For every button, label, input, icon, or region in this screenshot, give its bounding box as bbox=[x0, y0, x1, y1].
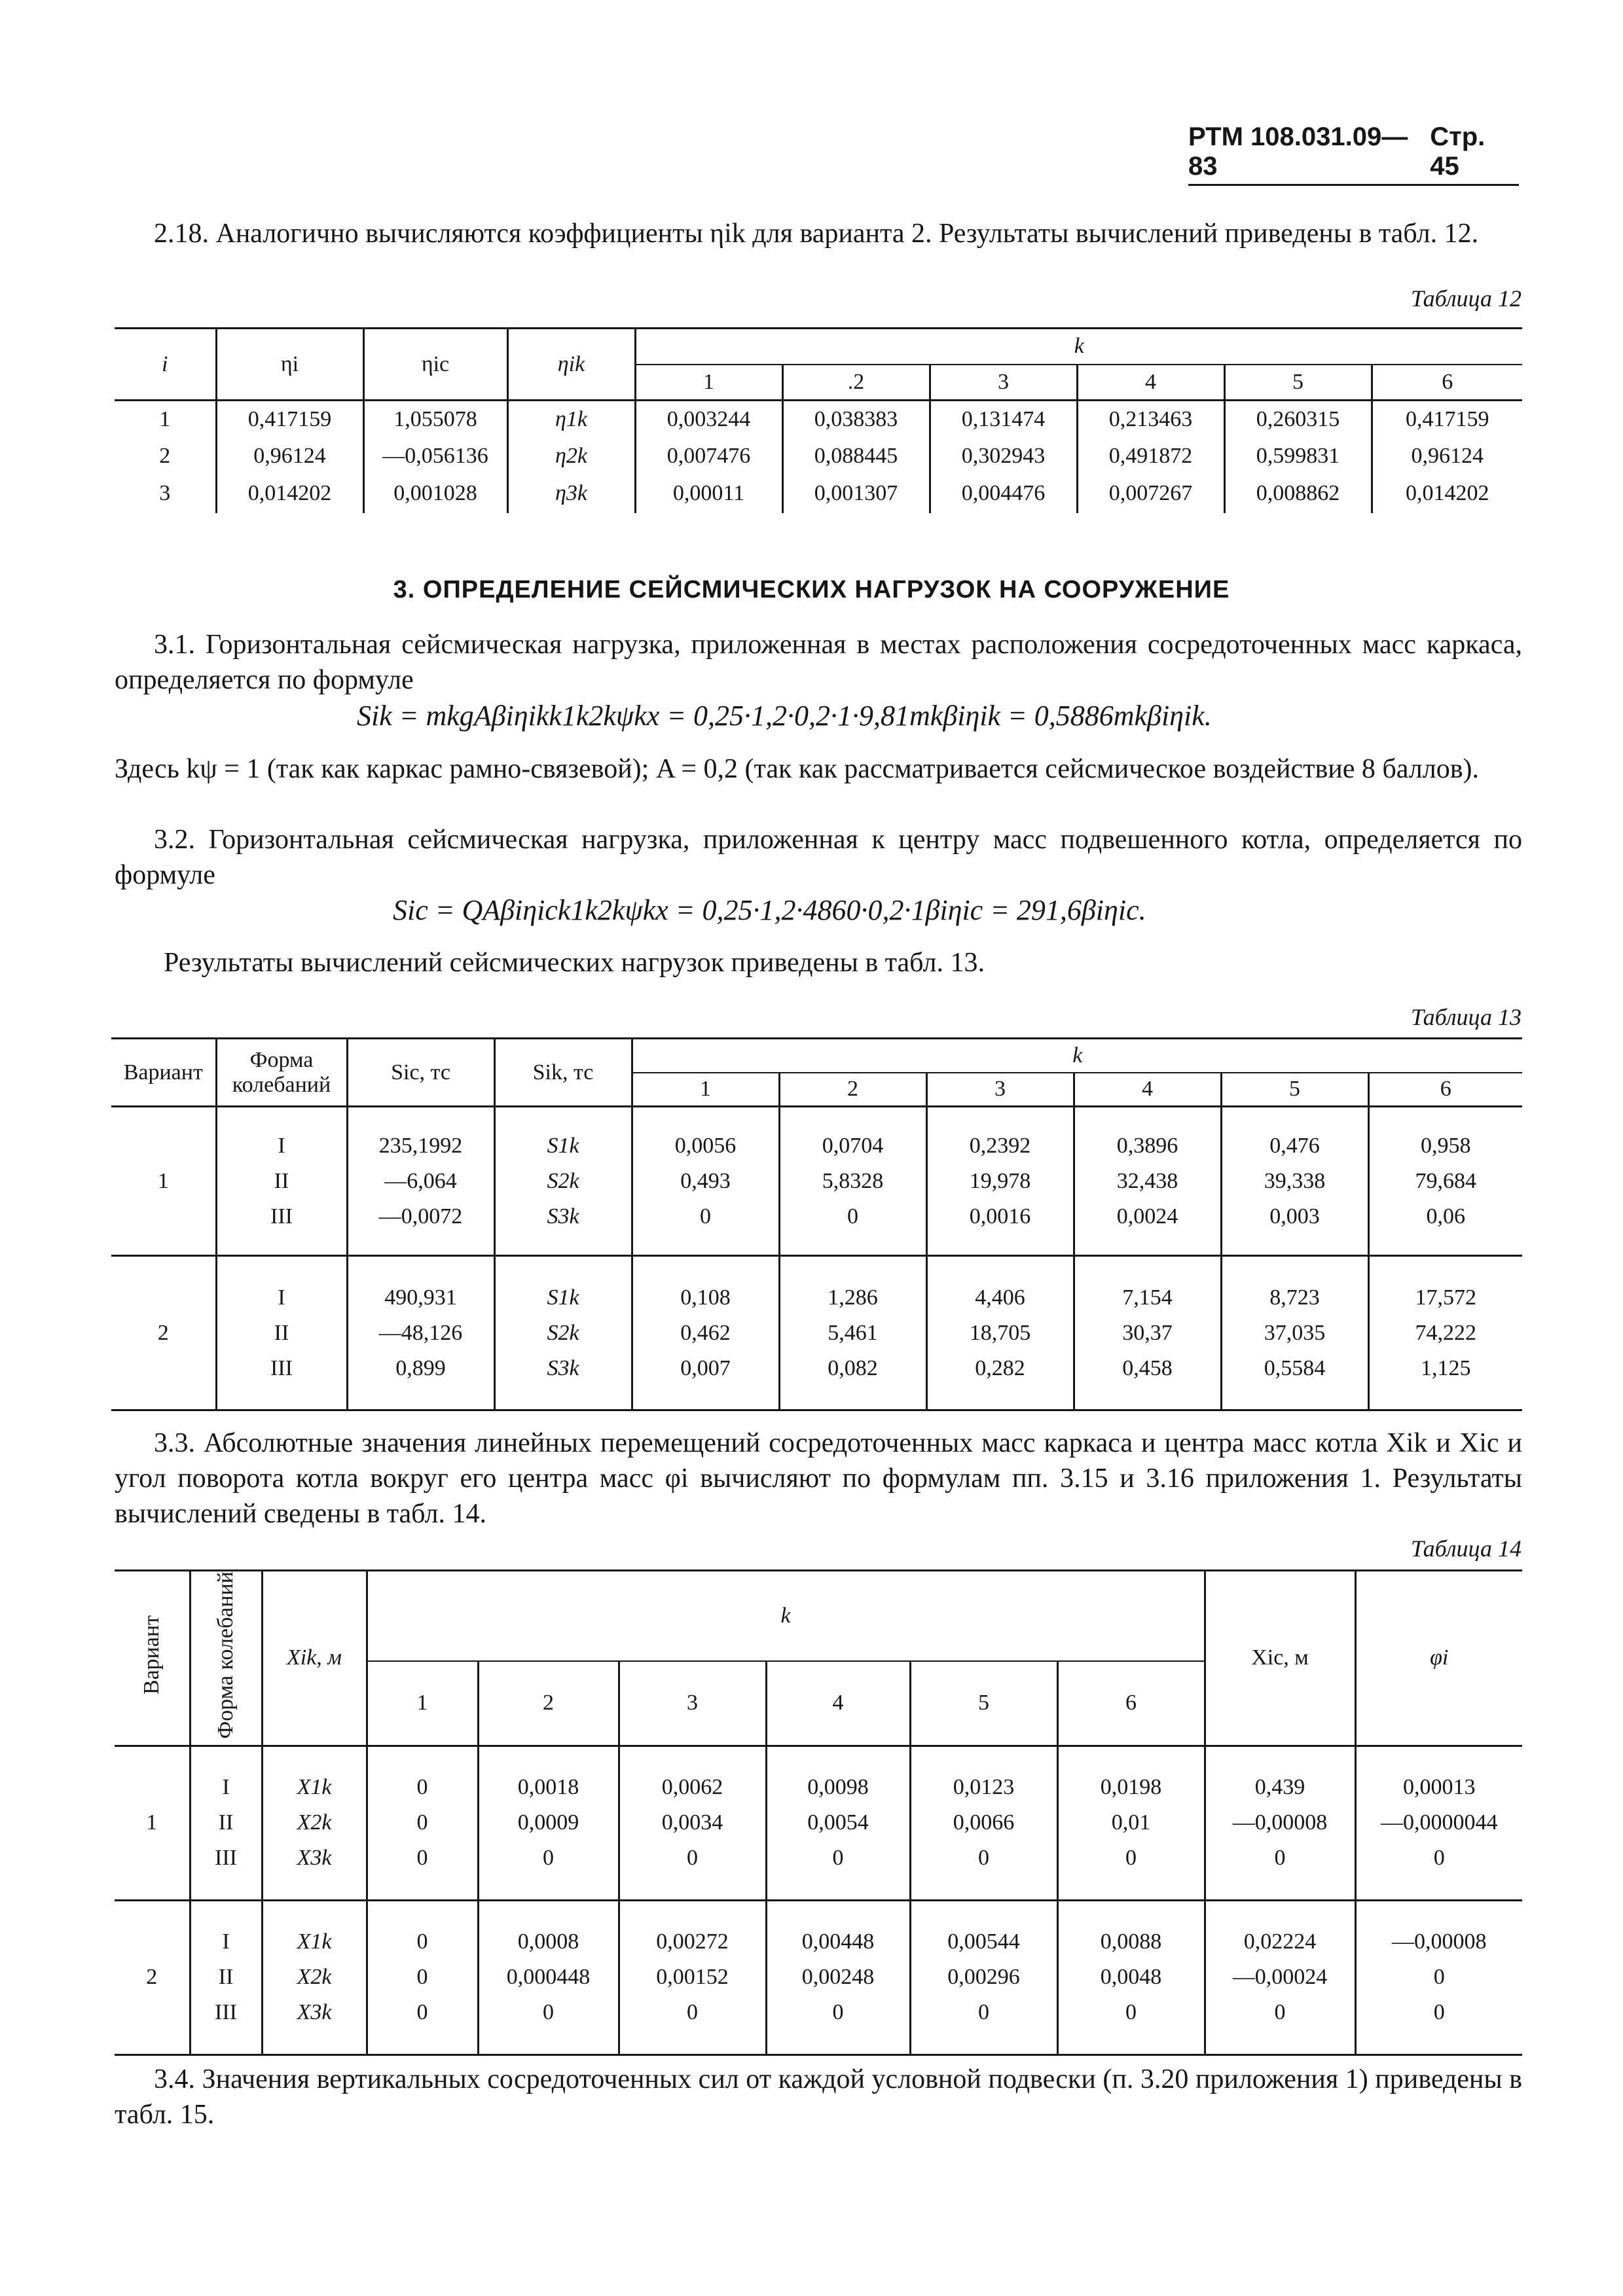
k-col-5: 5 bbox=[910, 1661, 1057, 1746]
cell: 0,007476 bbox=[635, 439, 782, 474]
cell: η1k bbox=[507, 401, 635, 439]
table-14-caption: Таблица 14 bbox=[1410, 1535, 1522, 1562]
col-variant: Вариант bbox=[123, 1060, 203, 1085]
k-col-4: 4 bbox=[1074, 1073, 1221, 1107]
value: 0 bbox=[687, 1846, 698, 1871]
value: 0 bbox=[416, 1929, 428, 1954]
value: 0,0056 bbox=[674, 1133, 737, 1158]
formula-sik bbox=[357, 699, 1212, 732]
paragraph-zdes: Здесь kψ = 1 (так как каркас рамно-связевой); A = 0,2 (так как рассматривается сейсмическое воздействие 8 баллов). bbox=[115, 754, 1480, 784]
value: 0,0024 bbox=[1116, 1204, 1178, 1229]
value: —6,064 bbox=[384, 1168, 457, 1193]
k-col-4: 4 bbox=[766, 1661, 910, 1746]
form: I bbox=[222, 1775, 230, 1800]
table-row bbox=[115, 1900, 1522, 2054]
table-13 bbox=[111, 1037, 1522, 1411]
section-3-heading: 3. ОПРЕДЕЛЕНИЕ СЕЙСМИЧЕСКИХ НАГРУЗОК НА СООРУЖЕНИЕ bbox=[393, 576, 1230, 603]
value: 0 bbox=[847, 1204, 858, 1229]
value: 0,0054 bbox=[807, 1810, 869, 1835]
k3-cell bbox=[619, 1900, 766, 2054]
variant-cell: 2 bbox=[146, 1965, 158, 1990]
table-13-caption: Таблица 13 bbox=[1410, 1004, 1522, 1030]
cell: 0,131474 bbox=[930, 401, 1077, 439]
k-col-3: 3 bbox=[926, 1073, 1074, 1107]
value: 0,0016 bbox=[969, 1204, 1031, 1229]
cell: 0,96124 bbox=[1372, 439, 1522, 474]
value: 17,572 bbox=[1415, 1285, 1476, 1310]
paragraph-2-18: 2.18. Аналогично вычисляются коэффициенты ηik для варианта 2. Результаты вычислений приведены в табл. 12. bbox=[154, 219, 1479, 249]
value: 0,01 bbox=[1111, 1810, 1151, 1835]
col-sic: Sic, тс bbox=[347, 1039, 494, 1107]
col-variant-label: Вариант bbox=[139, 1615, 164, 1695]
value: 0,493 bbox=[680, 1168, 731, 1193]
value: 0,476 bbox=[1269, 1133, 1320, 1158]
table-row bbox=[111, 1256, 1522, 1410]
formula-sik-text: Sik = mkgAβiηikk1k2kψkx = 0,25·1,2·0,2·1·9,81mkβiηik = 0,5886mkβiηik. bbox=[357, 700, 1212, 732]
value: 0,0198 bbox=[1100, 1775, 1162, 1800]
form: III bbox=[270, 1204, 293, 1229]
form: II bbox=[274, 1168, 289, 1193]
xic-cell bbox=[1205, 1746, 1355, 1900]
value: 0 bbox=[978, 2000, 989, 2025]
value: 0,3896 bbox=[1116, 1133, 1178, 1158]
value: X1k bbox=[297, 1929, 332, 1954]
k6-cell bbox=[1368, 1256, 1522, 1410]
page-number: Стр. 45 bbox=[1430, 122, 1486, 181]
value: S2k bbox=[547, 1168, 579, 1193]
sic-cell bbox=[347, 1107, 494, 1256]
value: 0,0062 bbox=[661, 1775, 723, 1800]
k4-cell bbox=[766, 1900, 910, 2054]
variant-cell: 1 bbox=[146, 1810, 158, 1835]
sic-cell bbox=[347, 1256, 494, 1410]
xik-cell bbox=[262, 1900, 367, 2054]
k-col-2: .2 bbox=[782, 365, 930, 401]
value: 0,00013 bbox=[1403, 1775, 1476, 1800]
col-eta-ik: ηik bbox=[507, 329, 635, 401]
formula-sic bbox=[393, 893, 1146, 927]
forms-cell bbox=[190, 1900, 262, 2054]
value: 0 bbox=[1433, 1846, 1445, 1871]
value: X1k bbox=[297, 1775, 332, 1800]
value: 0,02224 bbox=[1243, 1929, 1317, 1954]
phi-cell bbox=[1355, 1900, 1522, 2054]
table-row bbox=[115, 474, 1522, 513]
phi-cell bbox=[1355, 1746, 1522, 1900]
value: 1,286 bbox=[828, 1285, 878, 1310]
cell: 0,599831 bbox=[1224, 439, 1372, 474]
paragraph-3-3: 3.3. Абсолютные значения линейных перемещений сосредоточенных масс каркаса и центра масс котла Xik и Xic и угол поворота котла вокруг его центра масс φi вычисляют по формулам пп. 3.15 и 3.16 приложения 1. Результаты вычислений сведены в табл. 14. bbox=[115, 1428, 1522, 1529]
k1-cell bbox=[367, 1900, 478, 2054]
xic-cell bbox=[1205, 1900, 1355, 2054]
k-col-1: 1 bbox=[632, 1073, 779, 1107]
value: 0 bbox=[1274, 1846, 1286, 1871]
value: —0,00008 bbox=[1232, 1810, 1328, 1835]
col-form bbox=[190, 1571, 262, 1746]
value: 0,007 bbox=[680, 1355, 731, 1380]
value: 0,00152 bbox=[656, 1965, 729, 1990]
col-form: Форма колебаний bbox=[216, 1039, 347, 1107]
cell: 0,001307 bbox=[782, 474, 930, 513]
value: X2k bbox=[297, 1965, 332, 1990]
cell: 0,008862 bbox=[1224, 474, 1372, 513]
value: 0 bbox=[416, 1810, 428, 1835]
k-col-3: 3 bbox=[619, 1661, 766, 1746]
cell: 0,088445 bbox=[782, 439, 930, 474]
value: 0 bbox=[416, 1965, 428, 1990]
k-col-6: 6 bbox=[1057, 1661, 1205, 1746]
form: I bbox=[278, 1133, 285, 1158]
value: 0,082 bbox=[828, 1355, 878, 1380]
k1-cell bbox=[632, 1107, 779, 1256]
doc-number: РТМ 108.031.09—83 bbox=[1188, 122, 1408, 181]
value: 0,0123 bbox=[953, 1775, 1015, 1800]
value: 0,0088 bbox=[1100, 1929, 1162, 1954]
k-col-1: 1 bbox=[367, 1661, 478, 1746]
value: 0,958 bbox=[1421, 1133, 1471, 1158]
page-header bbox=[1188, 122, 1519, 186]
k4-cell bbox=[1074, 1107, 1221, 1256]
k4-cell bbox=[1074, 1256, 1221, 1410]
value: 0 bbox=[1433, 1965, 1445, 1990]
value: 7,154 bbox=[1122, 1285, 1173, 1310]
cell: 0,014202 bbox=[1372, 474, 1522, 513]
cell: 0,417159 bbox=[1372, 401, 1522, 439]
cell: 0,00011 bbox=[635, 474, 782, 513]
value: —0,00024 bbox=[1232, 1965, 1328, 1990]
value: X3k bbox=[297, 2000, 332, 2025]
col-form-label: Форма колебаний bbox=[213, 1571, 238, 1739]
k-col-6: 6 bbox=[1372, 365, 1522, 401]
k3-cell bbox=[619, 1746, 766, 1900]
variant-cell: 1 bbox=[157, 1168, 169, 1193]
paragraph-3-2: 3.2. Горизонтальная сейсмическая нагрузка, приложенная к центру масс подвешенного котла, определяется по формуле bbox=[115, 825, 1522, 890]
value: 0,5584 bbox=[1264, 1355, 1326, 1380]
k1-cell bbox=[367, 1746, 478, 1900]
k-col-4: 4 bbox=[1077, 365, 1224, 401]
form: III bbox=[215, 2000, 237, 2025]
value: 0,0034 bbox=[661, 1810, 723, 1835]
k-col-3: 3 bbox=[930, 365, 1077, 401]
value: 4,406 bbox=[975, 1285, 1025, 1310]
value: 0 bbox=[700, 1204, 711, 1229]
value: 0,899 bbox=[395, 1355, 446, 1380]
value: 0,0704 bbox=[822, 1133, 884, 1158]
cell: 1 bbox=[159, 407, 171, 432]
k4-cell bbox=[766, 1746, 910, 1900]
value: 0 bbox=[416, 2000, 428, 2025]
cell: 0,038383 bbox=[782, 401, 930, 439]
cell: 0,302943 bbox=[930, 439, 1077, 474]
cell: 0,003244 bbox=[635, 401, 782, 439]
k6-cell bbox=[1057, 1900, 1205, 2054]
cell: 0,007267 bbox=[1077, 474, 1224, 513]
form: II bbox=[274, 1320, 289, 1345]
k2-cell bbox=[478, 1746, 619, 1900]
col-eta-ic: ηic bbox=[363, 329, 507, 401]
value: 0 bbox=[416, 1846, 428, 1871]
k5-cell bbox=[910, 1900, 1057, 2054]
value: 5,461 bbox=[828, 1320, 878, 1345]
value: —0,0000044 bbox=[1381, 1810, 1498, 1835]
value: 30,37 bbox=[1122, 1320, 1173, 1345]
k5-cell bbox=[1221, 1256, 1368, 1410]
value: 0 bbox=[978, 1846, 989, 1871]
k5-cell bbox=[1221, 1107, 1368, 1256]
value: 0,06 bbox=[1426, 1204, 1465, 1229]
col-xic: Xic, м bbox=[1205, 1571, 1355, 1746]
cell: 0,004476 bbox=[930, 474, 1077, 513]
table-row bbox=[111, 1107, 1522, 1256]
value: 0,462 bbox=[680, 1320, 731, 1345]
value: 0 bbox=[1125, 1846, 1137, 1871]
xik-cell bbox=[262, 1746, 367, 1900]
value: 8,723 bbox=[1269, 1285, 1320, 1310]
value: 0 bbox=[832, 1846, 844, 1871]
value: —0,00008 bbox=[1392, 1929, 1487, 1954]
k-col-2: 2 bbox=[478, 1661, 619, 1746]
paragraph-3-4: 3.4. Значения вертикальных сосредоточенных сил от каждой условной подвески (п. 3.20 приложения 1) приведены в табл. 15. bbox=[115, 2064, 1522, 2130]
k5-cell bbox=[910, 1746, 1057, 1900]
value: X3k bbox=[297, 1846, 332, 1871]
table-row bbox=[115, 401, 1522, 439]
k-col-1: 1 bbox=[635, 365, 782, 401]
col-xik: Xik, м bbox=[262, 1571, 367, 1746]
forms-cell bbox=[216, 1107, 347, 1256]
col-k: k bbox=[635, 329, 1522, 365]
form: III bbox=[270, 1355, 293, 1380]
sik-cell bbox=[494, 1256, 632, 1410]
k2-cell bbox=[779, 1107, 926, 1256]
value: S3k bbox=[547, 1355, 579, 1380]
col-k: k bbox=[367, 1571, 1205, 1662]
value: S3k bbox=[547, 1204, 579, 1229]
value: 1,125 bbox=[1421, 1355, 1471, 1380]
value: 0,000448 bbox=[506, 1965, 591, 1990]
cell: 1,055078 bbox=[363, 401, 507, 439]
k-col-2: 2 bbox=[779, 1073, 926, 1107]
formula-sic-text: Sic = QAβiηick1k2kψkx = 0,25·1,2·4860·0,2·1βiηic = 291,6βiηic. bbox=[393, 894, 1146, 926]
value: 0,0098 bbox=[807, 1775, 869, 1800]
col-eta: ηi bbox=[216, 329, 363, 401]
value: 0 bbox=[687, 2000, 698, 2025]
value: 0,0066 bbox=[953, 1810, 1015, 1835]
col-sik: Sik, тс bbox=[494, 1039, 632, 1107]
value: 0,2392 bbox=[969, 1133, 1031, 1158]
value: 0 bbox=[543, 2000, 554, 2025]
col-phi: φi bbox=[1355, 1571, 1522, 1746]
value: S1k bbox=[547, 1133, 579, 1158]
k2-cell bbox=[478, 1900, 619, 2054]
value: 0,439 bbox=[1254, 1775, 1305, 1800]
value: —0,0072 bbox=[378, 1204, 463, 1229]
col-variant bbox=[115, 1571, 190, 1746]
cell: 2 bbox=[159, 443, 171, 468]
cell: 0,213463 bbox=[1077, 401, 1224, 439]
form: I bbox=[278, 1285, 285, 1310]
forms-cell bbox=[190, 1746, 262, 1900]
value: 0,0018 bbox=[517, 1775, 579, 1800]
cell: η2k bbox=[507, 439, 635, 474]
col-i: i bbox=[162, 351, 168, 376]
k6-cell bbox=[1368, 1107, 1522, 1256]
value: 0,0009 bbox=[517, 1810, 579, 1835]
k1-cell bbox=[632, 1256, 779, 1410]
k-col-5: 5 bbox=[1224, 365, 1372, 401]
value: 79,684 bbox=[1415, 1168, 1476, 1193]
value: 0,282 bbox=[975, 1355, 1025, 1380]
value: 0,0008 bbox=[517, 1929, 579, 1954]
cell: 3 bbox=[159, 480, 171, 505]
value: 5,8328 bbox=[822, 1168, 884, 1193]
value: 0,00296 bbox=[947, 1965, 1020, 1990]
form: II bbox=[218, 1965, 234, 1990]
value: 235,1992 bbox=[378, 1133, 463, 1158]
cell: 0,491872 bbox=[1077, 439, 1224, 474]
cell: 0,417159 bbox=[216, 401, 363, 439]
table-12-caption: Таблица 12 bbox=[1410, 285, 1522, 312]
value: 0,0048 bbox=[1100, 1965, 1162, 1990]
value: —48,126 bbox=[378, 1320, 463, 1345]
forms-cell bbox=[216, 1256, 347, 1410]
k2-cell bbox=[779, 1256, 926, 1410]
value: 0 bbox=[416, 1775, 428, 1800]
cell: 0,96124 bbox=[216, 439, 363, 474]
value: 74,222 bbox=[1415, 1320, 1476, 1345]
value: 0,00272 bbox=[656, 1929, 729, 1954]
k-col-5: 5 bbox=[1221, 1073, 1368, 1107]
value: 490,931 bbox=[384, 1285, 457, 1310]
form: II bbox=[218, 1810, 234, 1835]
k6-cell bbox=[1057, 1746, 1205, 1900]
k3-cell bbox=[926, 1107, 1074, 1256]
value: 0,458 bbox=[1122, 1355, 1173, 1380]
value: 0 bbox=[832, 2000, 844, 2025]
value: 0 bbox=[1274, 2000, 1286, 2025]
value: 0,108 bbox=[680, 1285, 731, 1310]
table-14 bbox=[115, 1570, 1522, 2056]
cell: —0,056136 bbox=[363, 439, 507, 474]
value: 37,035 bbox=[1264, 1320, 1326, 1345]
value: X2k bbox=[297, 1810, 332, 1835]
value: 0 bbox=[1433, 2000, 1445, 2025]
k-col-6: 6 bbox=[1368, 1073, 1522, 1107]
cell: η3k bbox=[507, 474, 635, 513]
col-k: k bbox=[632, 1039, 1522, 1073]
k3-cell bbox=[926, 1256, 1074, 1410]
table-12 bbox=[115, 327, 1522, 513]
form: I bbox=[222, 1929, 230, 1954]
cell: 0,014202 bbox=[216, 474, 363, 513]
table-row bbox=[115, 439, 1522, 474]
value: S2k bbox=[547, 1320, 579, 1345]
paragraph-3-1: 3.1. Горизонтальная сейсмическая нагрузка, приложенная в местах расположения сосредоточенных масс каркаса, определяется по формуле bbox=[115, 630, 1522, 695]
form: III bbox=[215, 1846, 237, 1871]
value: S1k bbox=[547, 1285, 579, 1310]
variant-cell: 2 bbox=[157, 1320, 169, 1345]
value: 0 bbox=[1125, 2000, 1137, 2025]
sik-cell bbox=[494, 1107, 632, 1256]
cell: 0,001028 bbox=[363, 474, 507, 513]
value: 18,705 bbox=[969, 1320, 1031, 1345]
value: 0,003 bbox=[1269, 1204, 1320, 1229]
value: 0,00544 bbox=[947, 1929, 1020, 1954]
value: 32,438 bbox=[1116, 1168, 1178, 1193]
value: 19,978 bbox=[969, 1168, 1031, 1193]
paragraph-results-13: Результаты вычислений сейсмических нагрузок приведены в табл. 13. bbox=[164, 948, 985, 978]
value: 0,00448 bbox=[801, 1929, 875, 1954]
value: 0,00248 bbox=[801, 1965, 875, 1990]
cell: 0,260315 bbox=[1224, 401, 1372, 439]
value: 39,338 bbox=[1264, 1168, 1326, 1193]
value: 0 bbox=[543, 1846, 554, 1871]
table-row bbox=[115, 1746, 1522, 1900]
